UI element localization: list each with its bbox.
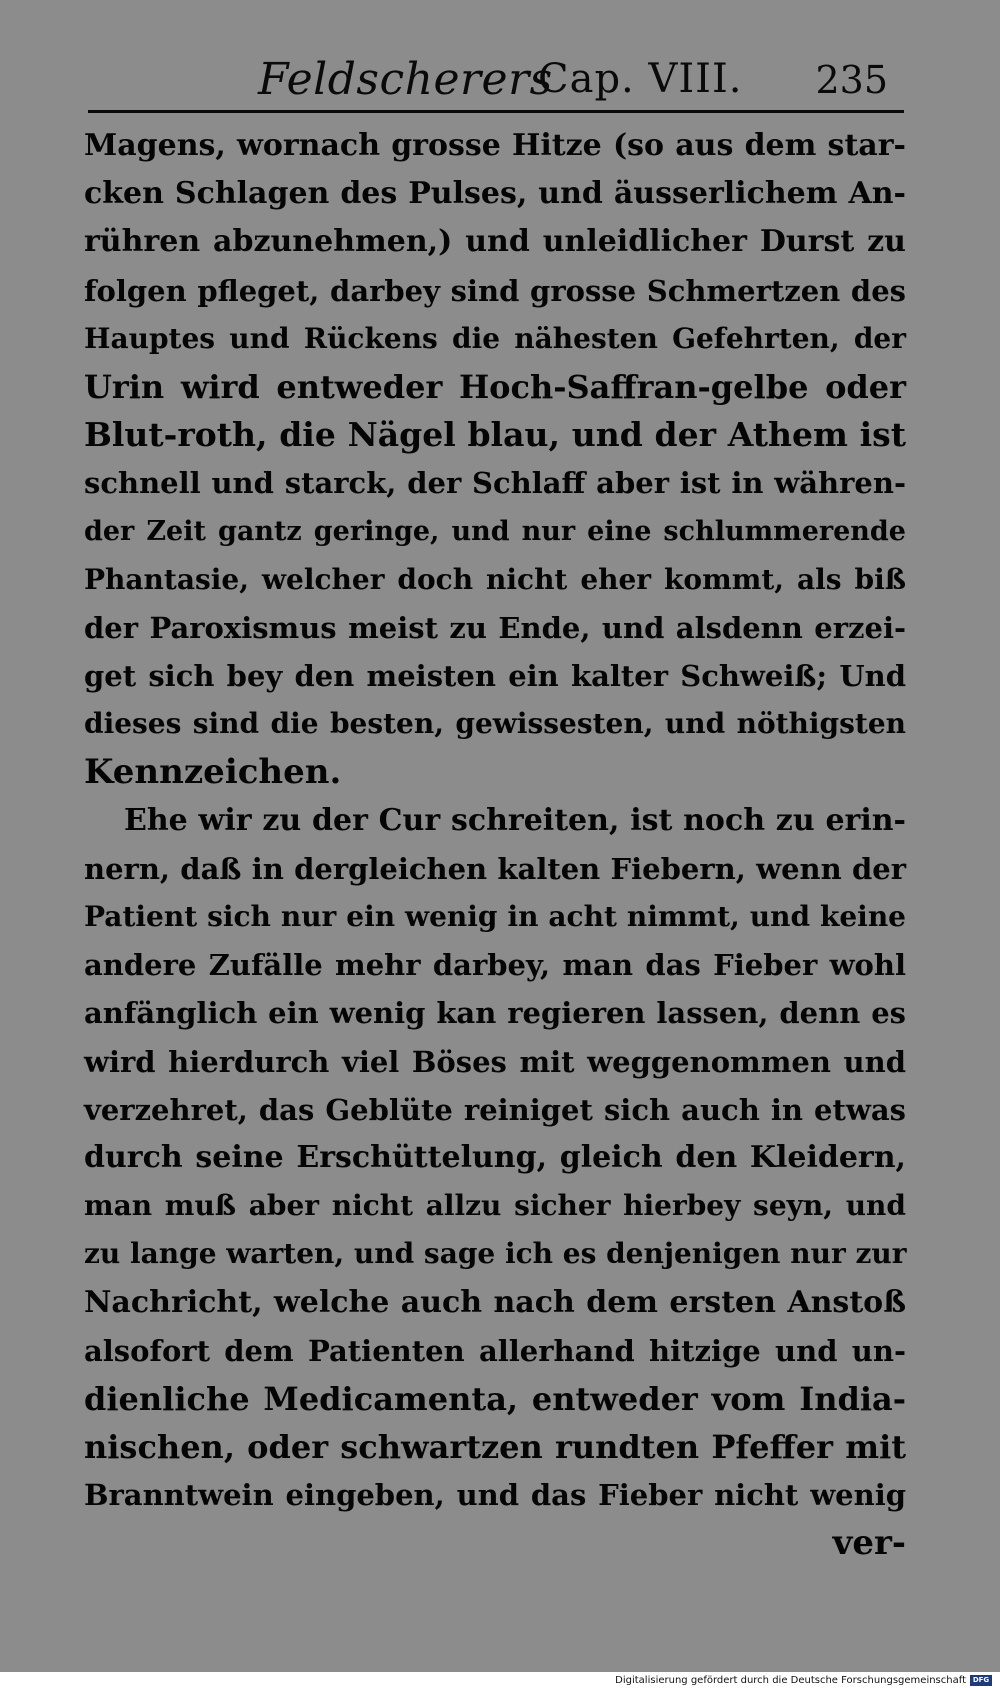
funding-credit-text: Digitalisierung gefördert durch die Deutsche Forschungsgemeinschaft (615, 1675, 966, 1686)
text-line: dieses sind die besten, gewissesten, und nöthigsten (84, 707, 906, 741)
text-line: andere Zufälle mehr darbey, man das Fieber wohl (84, 948, 906, 983)
text-line: nischen, oder schwartzen rundten Pfeffer mit (84, 1428, 906, 1467)
text-line: schnell und starck, der Schlaff aber ist in währen- (84, 466, 906, 501)
text-line: Blut-roth, die Nägel blau, und der Athem ist (84, 415, 906, 455)
text-line: zu lange warten, und sage ich es denjenigen nur zur (84, 1237, 907, 1271)
text-line: Nachricht, welche auch nach dem ersten Anstoß (84, 1284, 906, 1320)
text-line: der Zeit gantz geringe, und nur eine schlummerende (84, 515, 906, 547)
header-rule (88, 110, 904, 113)
text-line: alsofort dem Patienten allerhand hitzige und un- (84, 1333, 906, 1368)
text-line: Branntwein eingeben, und das Fieber nicht wenig (84, 1478, 906, 1513)
text-line: folgen pfleget, darbey sind grosse Schmertzen des (84, 273, 906, 308)
text-line: dienliche Medicamenta, entweder vom India- (84, 1379, 906, 1418)
running-head: Feldscherers (258, 54, 553, 105)
text-line: Kennzeichen. (84, 752, 342, 793)
footer-credit (615, 1673, 992, 1688)
body-text (84, 122, 906, 1568)
text-line: Phantasie, welcher doch nicht eher kommt, als biß (84, 562, 906, 596)
text-line: anfänglich ein wenig kan regieren lassen, denn es (84, 996, 906, 1031)
text-line: der Paroxismus meist zu Ende, und alsdenn erzei- (84, 610, 906, 645)
paragraph-start-line: Ehe wir zu der Cur schreiten, ist noch zu erin- (124, 802, 906, 838)
page-header (88, 48, 888, 108)
text-line: nern, daß in dergleichen kalten Fiebern, wenn der (84, 851, 906, 886)
text-line: get sich bey den meisten ein kalter Schweiß; Und (84, 659, 906, 694)
catchword: ver- (832, 1523, 906, 1564)
text-line: wird hierdurch viel Böses mit weggenommen und (84, 1044, 906, 1079)
page-number: 235 (815, 58, 888, 102)
text-line: Patient sich nur ein wenig in acht nimmt, und keine (84, 900, 906, 933)
chapter-label: Cap. VIII. (538, 56, 743, 102)
text-line: durch seine Erschüttelung, gleich den Kleidern, (84, 1139, 906, 1175)
text-line: man muß aber nicht allzu sicher hierbey seyn, und (84, 1189, 906, 1223)
text-line: Hauptes und Rückens die nähesten Gefehrten, der (84, 321, 906, 355)
text-line: cken Schlagen des Pulses, und äusserlichem An- (84, 176, 906, 212)
text-line: Magens, wornach grosse Hitze (so aus dem star- (84, 128, 906, 163)
text-line: Urin wird entweder Hoch-Saffran-gelbe oder (84, 367, 906, 406)
dfg-logo: DFG (970, 1675, 992, 1686)
text-line: verzehret, das Geblüte reiniget sich auch in etwas (84, 1092, 906, 1127)
text-line: rühren abzunehmen,) und unleidlicher Durst zu (84, 224, 906, 260)
